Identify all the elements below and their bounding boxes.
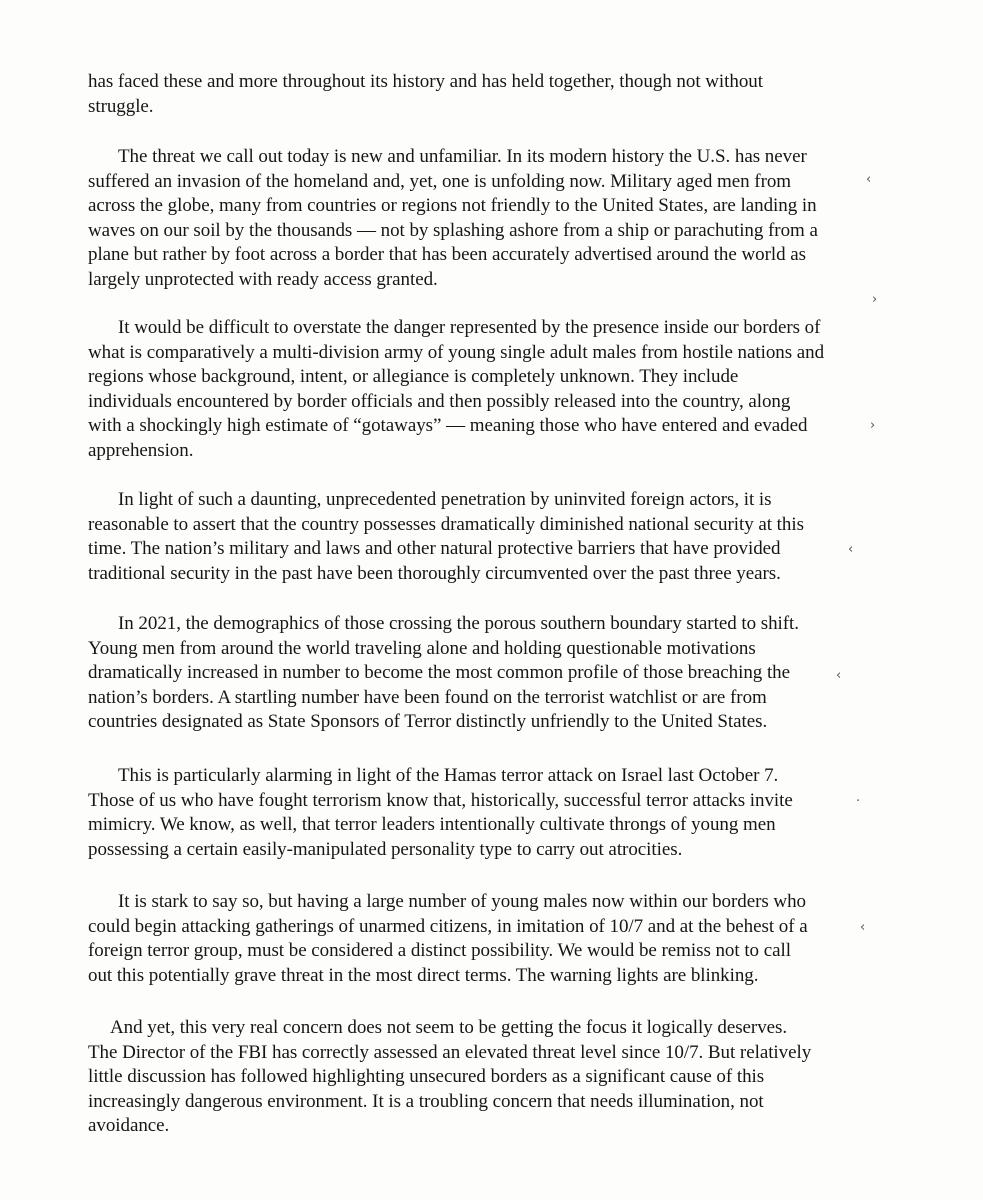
scan-mark: › — [870, 418, 876, 433]
text-line: suffered an invasion of the homeland and, yet, one is unfolding now. Military aged men from — [88, 170, 792, 192]
paragraph-danger — [88, 316, 888, 464]
text-line: what is comparatively a multi-division army of young single adult males from hostile nations and — [88, 341, 825, 363]
text-line: possessing a certain easily-manipulated personality type to carry out atrocities. — [88, 838, 683, 860]
paragraph-demographics — [88, 612, 888, 735]
text-line: This is particularly alarming in light of the Hamas terror attack on Israel last October 7. — [118, 765, 779, 786]
text-line: The Director of the FBI has correctly assessed an elevated threat level since 10/7. But relatively — [88, 1041, 812, 1063]
text-line: struggle. — [88, 95, 154, 117]
text-line: could begin attacking gatherings of unarmed citizens, in imitation of 10/7 and at the behest of a — [88, 915, 808, 937]
text-line: In light of such a daunting, unprecedented penetration by uninvited foreign actors, it is — [118, 489, 772, 510]
text-line: has faced these and more throughout its history and has held together, though not without — [88, 71, 763, 92]
scan-mark: ‹ — [866, 172, 872, 187]
text-line: time. The nation’s military and laws and other natural protective barriers that have provided — [88, 538, 781, 560]
text-line: out this potentially grave threat in the most direct terms. The warning lights are blinking. — [88, 964, 759, 986]
text-line: dramatically increased in number to become the most common profile of those breaching the — [88, 662, 791, 684]
text-line: reasonable to assert that the country possesses dramatically diminished national security at this — [88, 513, 804, 535]
text-line: increasingly dangerous environment. It is a troubling concern that needs illumination, not — [88, 1090, 764, 1112]
paragraph-concern — [88, 1016, 888, 1139]
text-line: largely unprotected with ready access granted. — [88, 268, 438, 290]
scan-mark: ‹ — [848, 542, 854, 557]
text-line: avoidance. — [88, 1115, 170, 1137]
text-line: with a shockingly high estimate of “gotaways” — meaning those who have entered and evaded — [88, 415, 808, 437]
text-line: It is stark to say so, but having a large number of young males now within our borders who — [118, 891, 807, 912]
paragraph-threat — [88, 145, 888, 293]
text-line: regions whose background, intent, or allegiance is completely unknown. They include — [88, 366, 739, 388]
text-line: mimicry. We know, as well, that terror leaders intentionally cultivate throngs of young men — [88, 814, 776, 836]
text-line: plane but rather by foot across a border that has been accurately advertised around the world as — [88, 244, 806, 266]
text-line: individuals encountered by border officials and then possibly released into the country, along — [88, 390, 791, 412]
text-line: across the globe, many from countries or regions not friendly to the United States, are landing in — [88, 195, 817, 217]
text-line: countries designated as State Sponsors of Terror distinctly unfriendly to the United States. — [88, 711, 768, 733]
text-line: The threat we call out today is new and unfamiliar. In its modern history the U.S. has never — [118, 146, 807, 167]
text-line: Those of us who have fought terrorism know that, historically, successful terror attacks invite — [88, 789, 793, 811]
scan-mark: ‹ — [860, 920, 866, 935]
scan-mark: › — [872, 292, 878, 307]
paragraph-continuation — [88, 70, 888, 119]
scan-mark: · — [856, 794, 861, 809]
scan-mark: ‹ — [836, 668, 842, 683]
paragraph-hamas — [88, 764, 888, 862]
text-line: In 2021, the demographics of those crossing the porous southern boundary started to shift. — [118, 613, 799, 634]
text-line: nation’s borders. A startling number have been found on the terrorist watchlist or are from — [88, 686, 767, 708]
text-line: little discussion has followed highlighting unsecured borders as a significant cause of this — [88, 1066, 765, 1088]
text-line: foreign terror group, must be considered a distinct possibility. We would be remiss not to call — [88, 940, 791, 962]
text-line: Young men from around the world traveling alone and holding questionable motivations — [88, 637, 756, 659]
text-line: And yet, this very real concern does not seem to be getting the focus it logically deserves. — [110, 1017, 788, 1038]
text-line: apprehension. — [88, 439, 194, 461]
text-line: It would be difficult to overstate the danger represented by the presence inside our borders of — [118, 317, 821, 338]
text-line: traditional security in the past have been thoroughly circumvented over the past three years. — [88, 562, 781, 584]
paragraph-security — [88, 488, 888, 586]
text-line: waves on our soil by the thousands — not by splashing ashore from a ship or parachuting from a — [88, 219, 818, 241]
paragraph-possibility — [88, 890, 888, 988]
